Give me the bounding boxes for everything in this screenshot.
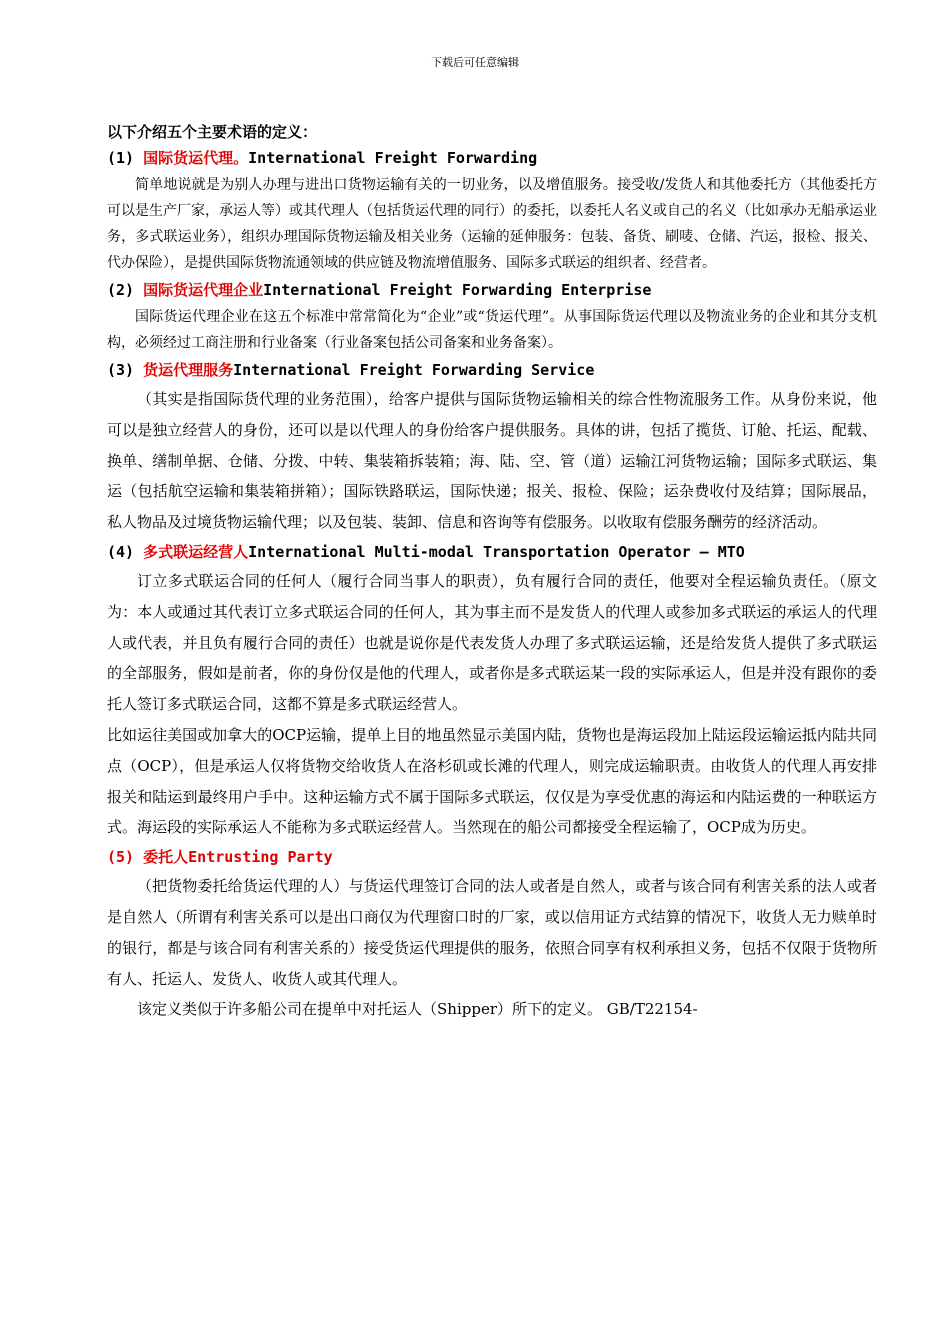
section-title-cn: 多式联运经营人: [143, 542, 249, 561]
section-2-heading: [107, 276, 877, 304]
section-title-cn: 国际货运代理。: [143, 149, 249, 167]
section-4-paragraph-2: 比如运往美国或加拿大的OCP运输，提单上目的地虽然显示美国内陆，货物也是海运段加上陆运段运输运抵内陆共同点（OCP），但是承运人仅将货物交给收货人在洛杉矶或长滩的代理人，则完成运输职责。由收货人的代理人再安排报关和陆运到最终用户手中。这种运输方式不属于国际多式联运，仅仅是为享受优惠的海运和内陆运费的一种联运方式。海运段的实际承运人不能称为多式联运经营人。当然现在的船公司都接受全程运输了，OCP成为历史。: [107, 725, 877, 837]
section-3-paragraph: （其实是指国际货代理的业务范围），给客户提供与国际货物运输相关的综合性物流服务工作。从身份来说，他可以是独立经营人的身份，还可以是以代理人的身份给客户提供服务。具体的讲，包括了揽货、订舱、托运、配载、换单、缮制单据、仓储、分拨、中转、集装箱拆装箱；海、陆、空、管（道）运输江河货物运输；国际多式联运、集运（包括航空运输和集装箱拼箱）；国际铁路联运，国际快递；报关、报检、保险；运杂费收付及结算；国际展品，私人物品及过境货物运输代理；以及包装、装卸、信息和咨询等有偿服务。以收取有偿服务酬劳的经济活动。: [107, 390, 877, 532]
section-title-en: Entrusting Party: [188, 848, 333, 867]
section-number: (3): [107, 361, 144, 379]
section-2-paragraph: 国际货运代理企业在这五个标准中常常简化为“企业”或“货运代理”。从事国际货运代理以及物流业务的企业和其分支机构，必须经过工商注册和行业备案（行业备案包括公司备案和业务备案）。: [107, 309, 877, 351]
page-header: 下载后可任意编辑: [431, 56, 519, 69]
section-title-en: International Freight Forwarding: [248, 149, 538, 167]
section-5-paragraph-1: （把货物委托给货运代理的人）与货运代理签订合同的法人或者是自然人，或者与该合同有利害关系的法人或者是自然人（所谓有利害关系可以是出口商仅为代理窗口时的厂家，或以信用证方式结算的情况下，收货人无力赎单时的银行，都是与该合同有利害关系的）接受货运代理提供的服务，依照合同享有权利承担义务，包括不仅限于货物所有人、托运人、发货人、收货人或其代理人。: [107, 877, 877, 988]
section-number: (2): [107, 281, 144, 299]
section-title-en: International Multi-modal Transportation Operator – MTO: [248, 542, 745, 561]
section-5-paragraph-2: 该定义类似于许多船公司在提单中对托运人（Shipper）所下的定义。 GB/T22154-: [137, 1000, 698, 1019]
section-1-heading: [107, 144, 877, 172]
section-number: (5): [107, 848, 144, 867]
section-5-heading: [107, 843, 877, 871]
section-title-cn: 委托人: [143, 848, 189, 867]
section-number: (4): [107, 542, 144, 561]
section-number: (1): [107, 149, 144, 167]
document-body: [107, 120, 877, 1025]
section-title-en: International Freight Forwarding Service: [233, 361, 595, 379]
section-title-cn: 货运代理服务: [143, 361, 234, 379]
intro-heading: 以下介绍五个主要术语的定义：: [107, 123, 318, 141]
section-title-en: International Freight Forwarding Enterprise: [263, 281, 652, 299]
section-1-paragraph: 简单地说就是为别人办理与进出口货物运输有关的一切业务，以及增值服务。接受收/发货人和其他委托方（其他委托方可以是生产厂家，承运人等）或其代理人（包括货运代理的同行）的委托，以委托人名义或自己的名义（比如承办无船承运业务，多式联运业务），组织办理国际货物运输及相关业务（运输的延伸服务：包装、备货、刷唛、仓储、汽运，报检、报关、代办保险），是提供国际货物流通领域的供应链及物流增值服务、国际多式联运的组织者、经营者。: [107, 177, 877, 271]
section-4-paragraph-1: 订立多式联运合同的任何人（履行合同当事人的职责），负有履行合同的责任，他要对全程运输负责任。（原文为：本人或通过其代表订立多式联运合同的任何人，其为事主而不是发货人的代理人或参加多式联运的承运人的代理人或代表，并且负有履行合同的责任）也就是说你是代表发货人办理了多式联运运输，还是给发货人提供了多式联运的全部服务，假如是前者，你的身份仅是他的代理人，或者你是多式联运某一段的实际承运人，但是并没有跟你的委托人签订多式联运合同，这都不算是多式联运经营人。: [107, 571, 877, 714]
section-title-cn: 国际货运代理企业: [143, 281, 264, 299]
section-4-heading: [107, 538, 877, 566]
section-3-heading: [107, 356, 877, 384]
